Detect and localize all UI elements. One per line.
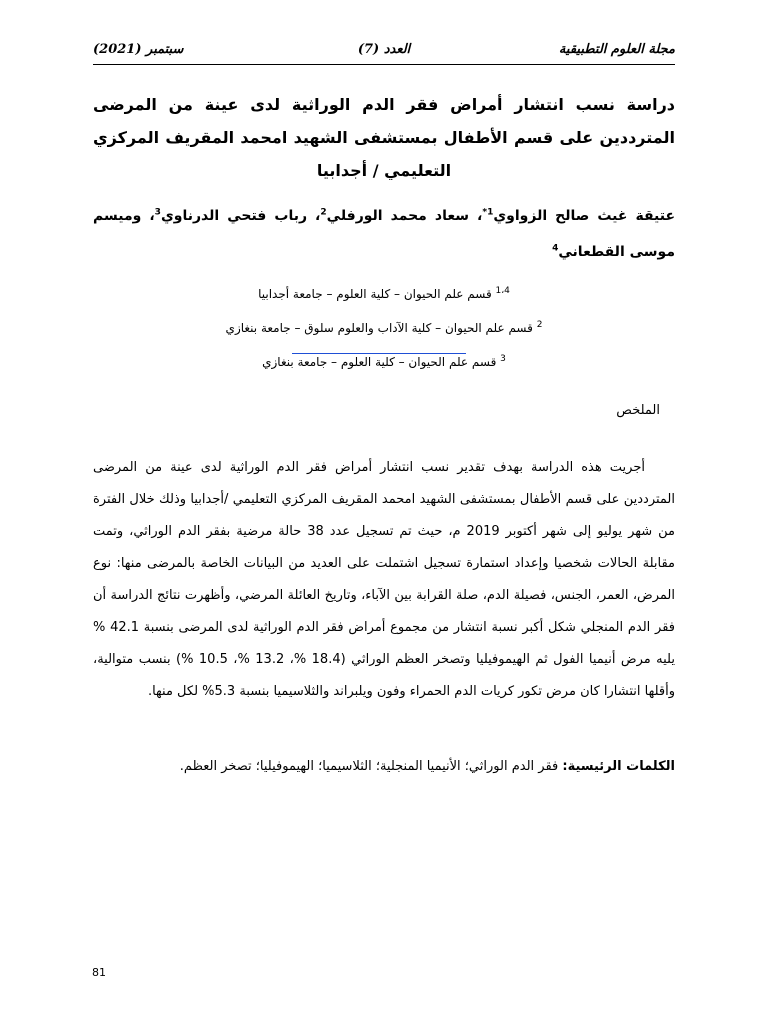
author-separator: ، <box>307 207 321 224</box>
affiliation-mark: 3 <box>500 354 506 364</box>
author-2 <box>307 208 469 224</box>
affiliation-1 <box>93 276 675 310</box>
affiliation-3 <box>93 344 675 378</box>
author-name: رباب فتحي الدرناوي <box>160 207 308 224</box>
section-divider <box>292 353 466 354</box>
abstract-heading: الملخص <box>616 403 660 418</box>
author-3 <box>141 208 307 224</box>
affiliation-text: قسم علم الحيوان – كلية العلوم – جامعة أجدابيا <box>258 287 492 301</box>
author-list <box>93 196 675 269</box>
author-mark: 3 <box>154 207 161 217</box>
author-separator: ، <box>141 207 155 224</box>
journal-name: مجلة العلوم التطبيقية <box>558 42 675 57</box>
issue-number: العدد (7) <box>357 42 411 57</box>
author-name: عتيقة غيث صالح الزواوي <box>493 207 676 224</box>
keywords-label: الكلمات الرئيسية: <box>562 759 675 774</box>
abstract-body: أجريت هذه الدراسة بهدف تقدير نسب انتشار أمراض فقر الدم الوراثية لدى عينة من المرضى المترددين على قسم الأطفال بمستشفى الشهيد امحمد المقريف المركزي التعليمي /أجدابيا وذلك خلال الفترة من شهر يوليو إلى شهر أكتوبر 2019 م، حيث تم تسجيل عدد 38 حالة مرضية بفقر الدم الوراثي، وتمت مقابلة الحالات شخصيا وإعداد استمارة تسجيل اشتملت على العديد من البيانات الخاصة بالمرضى منها: نوع المرض، العمر، الجنس، فصيلة الدم، صلة القرابة بين الآباء، وتاريخ العائلة المرضي، وأظهرت نتائج الدراسة أن فقر الدم المنجلي شكل أكبر نسبة انتشار من مجموع أمراض فقر الدم الوراثية لدى المرضى بنسبة 42.1 % يليه مرض أنيميا الفول ثم الهيموفيليا وتصخر العظم الوراثي (18.4 %، 13.2 %، 10.5 %) بنسب متوالية، وأقلها انتشارا كان مرض تكور كريات الدم الحمراء وفون ويلبراند والثلاسيميا بنسبة 5.3% لكل منها. <box>93 460 675 699</box>
affiliation-list <box>93 276 675 378</box>
author-1 <box>469 208 675 224</box>
author-mark: 2 <box>320 207 327 217</box>
author-mark: 1* <box>482 207 494 217</box>
affiliation-mark: 2 <box>536 320 543 330</box>
keywords-text: فقر الدم الوراثي؛ الأنيميا المنجلية؛ الثلاسيميا؛ الهيموفيليا؛ تصخر العظم. <box>179 759 563 774</box>
affiliation-text: قسم علم الحيوان – كلية الآداب والعلوم سلوق – جامعة بنغازي <box>225 321 533 335</box>
page-number: 81 <box>92 966 106 979</box>
author-separator: ، <box>469 207 483 224</box>
paper-title: دراسة نسب انتشار أمراض فقر الدم الوراثية لدى عينة من المرضى المترددين على قسم الأطفال بمستشفى الشهيد امحمد المقريف المركزي التعليمي / أجدابيا <box>93 95 675 180</box>
author-mark: 4 <box>552 243 559 254</box>
author-name: وميسم موسى القطعاني <box>93 207 675 261</box>
affiliation-mark: 1،4 <box>495 286 510 296</box>
issue-date: سبتمبر (2021) <box>93 42 184 57</box>
affiliation-2 <box>93 310 675 344</box>
keywords <box>93 752 675 782</box>
running-header <box>93 36 675 65</box>
affiliation-text: قسم علم الحيوان – كلية العلوم – جامعة بنغازي <box>262 355 497 369</box>
author-name: سعاد محمد الورفلي <box>326 207 469 224</box>
